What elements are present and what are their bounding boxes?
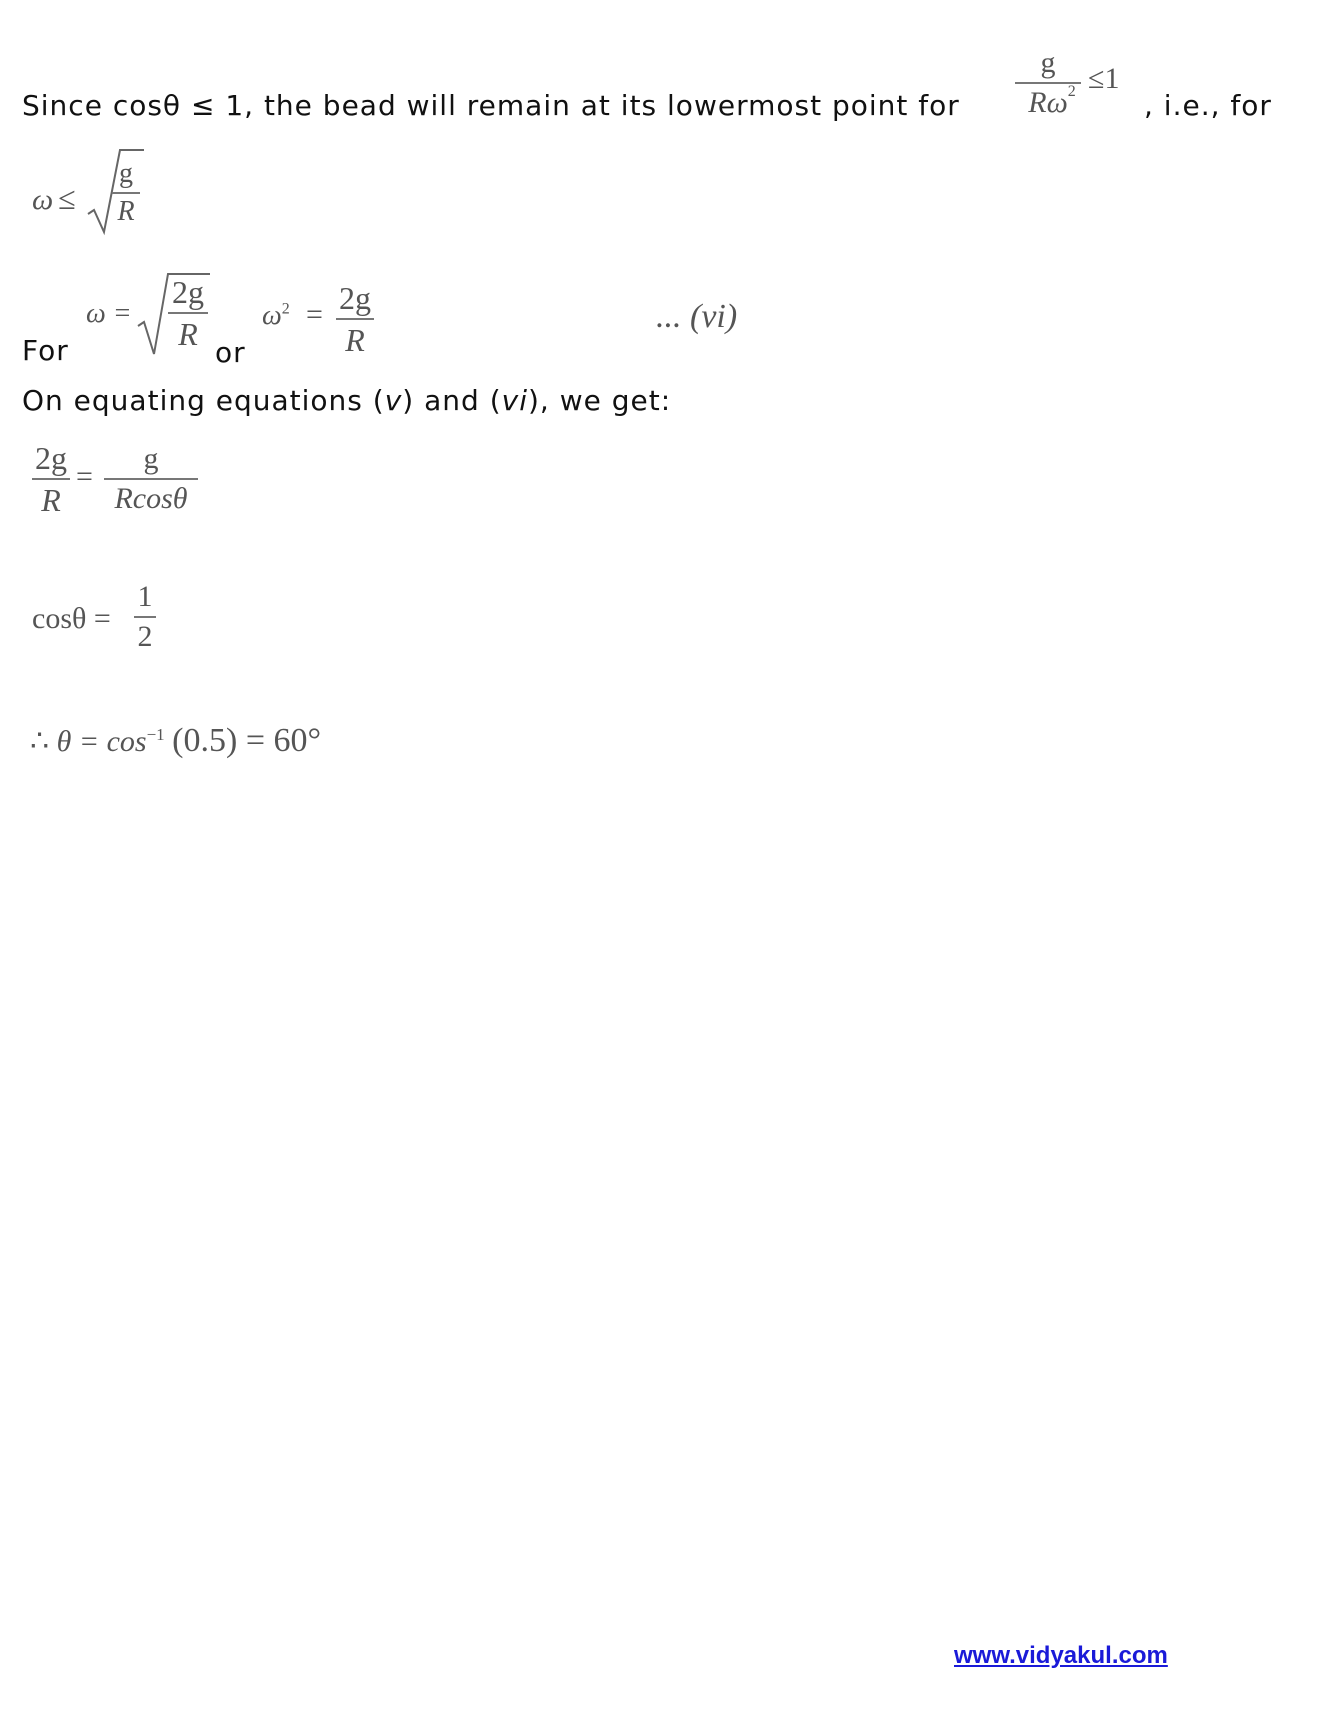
leq-symbol: ≤ <box>58 180 76 216</box>
equation-tag-vi: ... (vi) <box>656 298 738 335</box>
sentence-on-equating: On equating equations (v) and (vi), we get: <box>22 384 672 417</box>
fraction-2g-over-r: 2g R <box>32 442 70 516</box>
sqrt-fraction-g-over-r: g R <box>112 160 140 226</box>
omega-symbol: ω <box>32 183 54 216</box>
therefore-symbol: ∴ <box>30 725 50 758</box>
sqrt-fraction-2g-over-r: 2g R <box>168 276 208 350</box>
cos-theta-equals: cosθ = <box>32 602 111 635</box>
theta-result: ∴ $\theta = \cos^{-1} (0.5) = 60^\circ$ <box>30 722 322 759</box>
omega-equals: ω = <box>86 298 132 329</box>
footer-link-vidyakul[interactable]: www.vidyakul.com <box>954 1642 1168 1669</box>
fraction-g-over-rcostheta: g Rcosθ <box>104 444 198 514</box>
fraction-2g-over-r: 2g R <box>336 282 374 356</box>
footer <box>954 1642 1168 1670</box>
sentence-text: Since cosθ ≤ 1, the bead will remain at its lowermost point for <box>22 89 960 122</box>
omega-squared: $\omega^2$ <box>262 300 290 331</box>
fraction-g-over-romega2 <box>1015 48 1081 118</box>
sentence-since-cos <box>22 89 960 122</box>
equals-sign: = <box>306 298 323 331</box>
sentence-tail: , i.e., for <box>1144 89 1272 122</box>
label-for: For <box>22 334 69 367</box>
fraction-denominator: Rω 2 <box>1028 83 1076 119</box>
exponent-2: 2 <box>1067 83 1076 100</box>
fraction-one-half: 1 2 <box>134 582 156 652</box>
fraction-numerator: g <box>1040 46 1056 79</box>
leq-one: ≤1 <box>1088 62 1120 95</box>
equals-sign: = <box>76 460 93 493</box>
label-or: or <box>215 336 246 369</box>
